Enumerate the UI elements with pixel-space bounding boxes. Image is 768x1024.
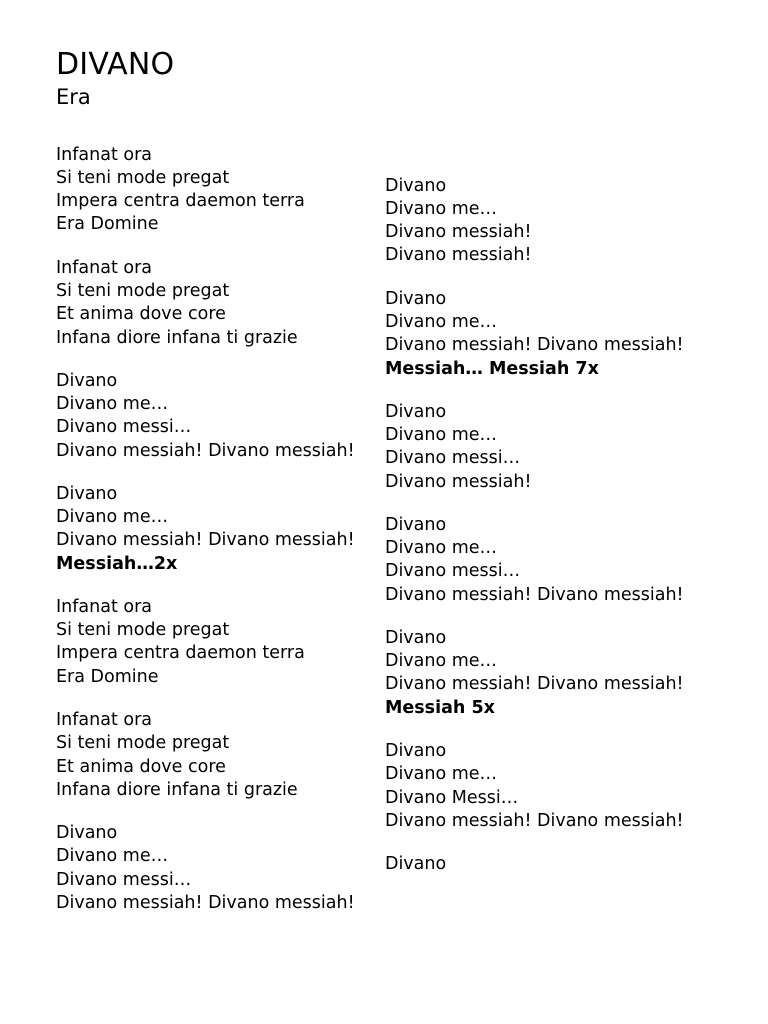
lyric-line: Divano messiah! (384, 245, 532, 266)
lyric-line: Divano (56, 823, 118, 844)
lyric-line: Infanat ora (56, 144, 153, 165)
lyric-line: Divano (384, 514, 447, 535)
lyric-line: Divano messiah! Divano messiah! (384, 335, 684, 356)
lyric-line: Divano messi… (56, 417, 192, 438)
lyric-stanza (385, 627, 712, 720)
lyric-line: Divano Messi… (384, 787, 519, 808)
lyric-line: Si teni mode pregat (56, 733, 230, 754)
lyric-line: Si teni mode pregat (56, 167, 230, 188)
lyric-line: Divano messi… (384, 448, 521, 469)
lyric-line: Divano me… (384, 425, 498, 446)
lyric-line: Impera centra daemon terra (56, 191, 305, 212)
lyric-stanza (385, 514, 712, 607)
lyric-line: Divano (384, 401, 447, 422)
lyric-line: Divano messiah! Divano messiah! (384, 810, 684, 831)
lyric-line: Divano messiah! (384, 222, 532, 243)
page-title: DIVANO (56, 47, 175, 82)
lyric-line: Impera centra daemon terra (56, 643, 305, 664)
lyric-line: Era Domine (56, 666, 159, 687)
lyric-line: Divano messi… (384, 561, 521, 582)
lyric-line: Divano me… (56, 507, 169, 528)
lyric-line: Divano (384, 741, 447, 761)
lyrics-columns (56, 144, 712, 935)
lyric-line: Messiah…2x (56, 553, 178, 574)
lyric-stanza (385, 740, 712, 833)
lyric-line: Divano me… (56, 394, 169, 415)
lyric-line: Divano me… (384, 198, 498, 219)
lyric-line: Divano me… (384, 312, 498, 333)
lyric-line: Divano messiah! (384, 471, 532, 492)
lyric-line: Infana diore infana ti grazie (56, 327, 298, 348)
lyric-line: Et anima dove core (56, 304, 226, 325)
lyric-line: Divano messiah! Divano messiah! (384, 674, 684, 695)
lyric-line: Infanat ora (56, 257, 153, 278)
lyric-stanza (56, 144, 384, 237)
lyric-line: Divano me… (384, 538, 498, 559)
lyric-line: Divano messi… (56, 869, 192, 890)
lyric-stanza (385, 175, 712, 268)
lyrics-column-left (56, 144, 384, 935)
lyric-line: Divano (56, 483, 118, 504)
lyric-line: Messiah… Messiah 7x (384, 358, 599, 379)
lyric-line: Divano messiah! Divano messiah! (56, 440, 355, 461)
lyric-stanza (385, 401, 712, 494)
lyric-line: Divano me… (56, 846, 169, 867)
lyric-line: Si teni mode pregat (56, 281, 230, 302)
lyric-line: Et anima dove core (56, 756, 226, 777)
lyric-stanza (385, 288, 712, 381)
lyric-line: Divano (56, 370, 118, 391)
lyric-line: Infanat ora (56, 596, 153, 617)
lyric-line: Si teni mode pregat (56, 620, 230, 641)
lyric-line: Divano messiah! Divano messiah! (56, 892, 355, 913)
lyric-stanza (56, 822, 384, 915)
lyric-stanza (56, 709, 384, 802)
lyric-line: Divano (384, 288, 447, 309)
lyric-line: Divano messiah! Divano messiah! (56, 530, 355, 551)
lyric-stanza (56, 370, 384, 463)
lyric-line: Infanat ora (56, 710, 153, 730)
lyric-line: Divano (384, 854, 447, 875)
lyric-stanza (56, 596, 384, 689)
lyric-line: Divano (384, 627, 447, 648)
lyric-stanza (385, 853, 712, 876)
lyric-line: Divano messiah! Divano messiah! (384, 584, 684, 605)
page-subtitle: Era (56, 84, 91, 109)
lyric-line: Divano (384, 175, 447, 196)
lyric-stanza (56, 257, 384, 350)
lyric-stanza (56, 483, 384, 576)
lyric-line: Infana diore infana ti grazie (56, 779, 298, 800)
lyrics-column-right (384, 144, 712, 897)
lyric-line: Era Domine (56, 214, 159, 235)
lyric-line: Divano me… (384, 764, 498, 785)
lyric-line: Messiah 5x (384, 697, 495, 718)
lyric-line: Divano me… (384, 651, 498, 672)
